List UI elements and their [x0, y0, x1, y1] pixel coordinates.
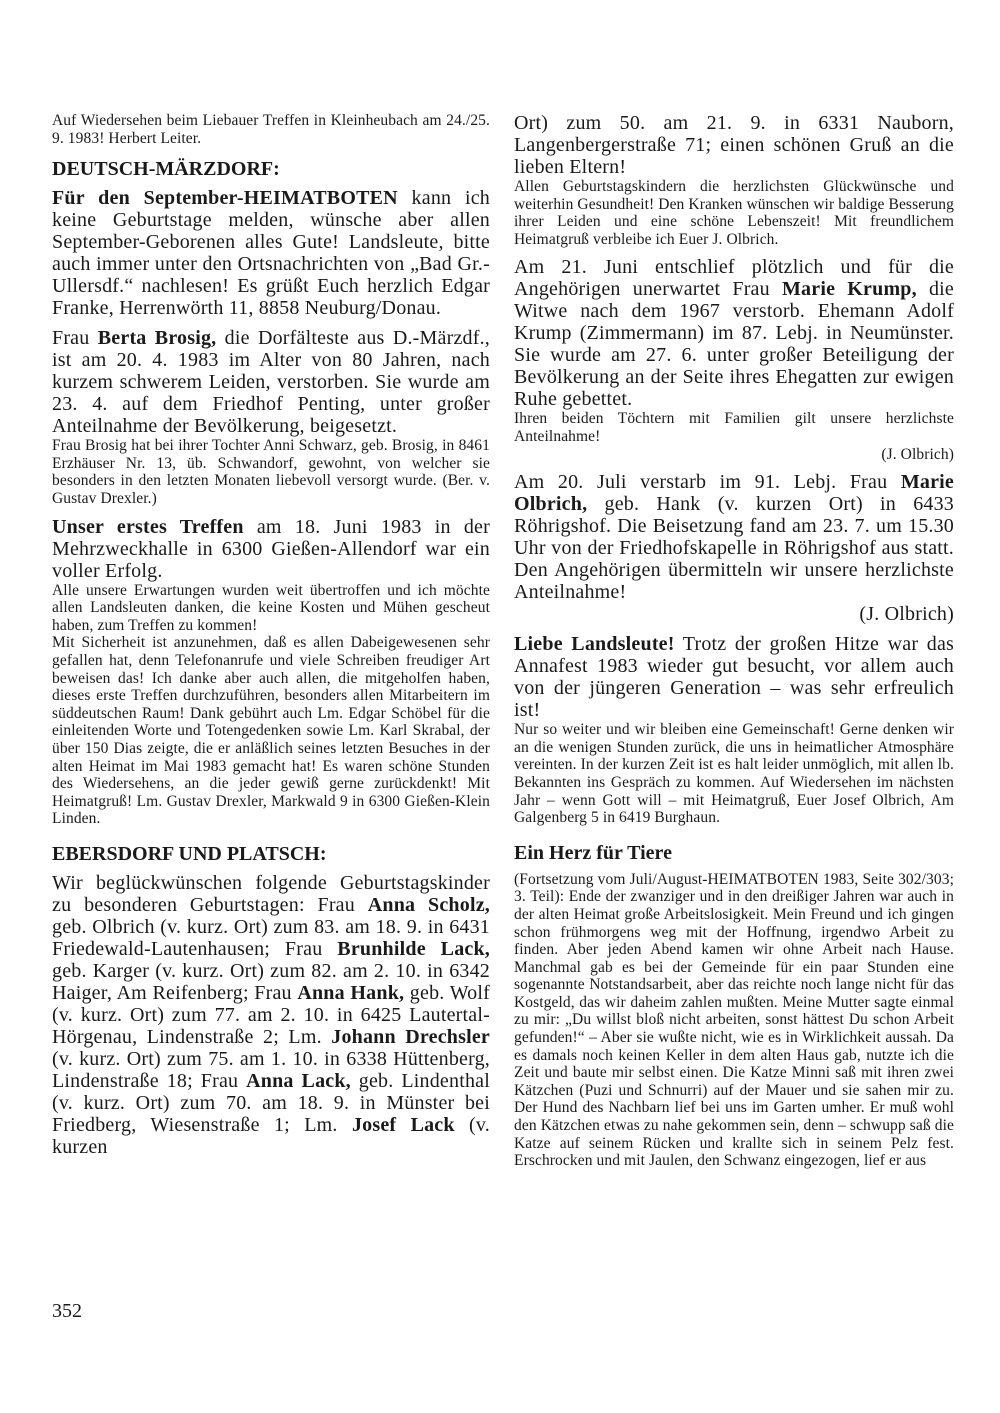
- paragraph: [514, 410, 954, 445]
- text-run: Frau Brosig hat bei ihrer Tochter Anni Schwarz, geb. Brosig, in 8461 Erzhäuser Nr. 13, üb. Schwandorf, gewohnt, von welcher sie besonders in den letzten Monaten liebevoll versorgt wurde. (Ber. v. Gustav Drexler.): [52, 437, 490, 507]
- text-run: die Dorfälteste aus D.-Märzdf., ist am 20. 4. 1983 im Alter von 80 Jahren, nach kurzem schwerem Leiden, verstorben. Sie wurde am 23. 4. auf dem Friedhof Penting, unter großer Anteilnahme der Bevölkerung, beigesetzt.: [52, 327, 490, 438]
- text-run: die Witwe nach dem 1967 verstorb. Ehemann Adolf Krump (Zimmermann) im 87. Lebj. in Neumünster. Sie wurde am 27. 6. unter großer Beteiligung der Bevölkerung an der Seite ihres Ehegatten zur ewigen Ruhe gebettet.: [514, 278, 954, 411]
- section-heading: [52, 157, 490, 181]
- paragraph: [52, 582, 490, 635]
- bold-name-text: Marie Krump,: [781, 278, 917, 301]
- text-run: geb. Olbrich (v. kurz. Ort) zum 83. am 18. 9. in 6431 Friedewald-Lautenhausen; Frau: [52, 915, 490, 960]
- bold-name-text: Anna Lack,: [246, 1069, 351, 1092]
- paragraph: [514, 871, 954, 1170]
- bold-name-text: Anna Hank,: [297, 981, 405, 1004]
- paragraph: [52, 187, 490, 319]
- paragraph: [514, 721, 954, 827]
- paragraph: [514, 112, 954, 178]
- text-run: Auf Wiedersehen beim Liebauer Treffen in Kleinheubach am 24./25. 9. 1983! Herbert Leiter.: [52, 112, 490, 147]
- paragraph: [514, 603, 954, 625]
- text-run: (v. kurz. Ort) zum 75. am 1. 10. in 6338 Hüttenberg, Lindenstraße 18; Frau: [52, 1047, 490, 1092]
- text-run: DEUTSCH-MÄRZDORF:: [52, 158, 280, 181]
- text-run: geb. Karger (v. kurz. Ort) zum 82. am 2. 10. in 6342 Haiger, Am Reifenberg; Frau: [52, 959, 490, 1004]
- right-column: [514, 112, 954, 1170]
- section-heading: [514, 841, 954, 865]
- left-column: [52, 112, 490, 1166]
- bold-name-text: Brunhilde Lack,: [337, 937, 490, 960]
- text-run: (v. kurzen: [52, 1113, 490, 1158]
- text-run: Frau: [52, 327, 98, 350]
- bold-name-text: Unser erstes Treffen: [52, 515, 244, 538]
- text-run: Mit Sicherheit ist anzunehmen, daß es allen Dabeigewesenen sehr gefallen hat, denn Telefonanrufe und viele Schreiben freudiger Art beweisen das! Ich danke aber auch allen, die mitgeholfen haben, dieses erste Treffen durchzuführen, besonders allen Mitarbeitern im süddeutschen Raum! Dank gebührt auch Lm. Edgar Schöbel für die einleitenden Worte und Totengedenken sowie Lm. Karl Skrabal, der über 150 Dias zeigte, die er anläßlich seines letzten Besuches in der alten Heimat im Mai 1983 gemacht hat! Es waren schöne Stunden des Wiedersehens, an die jeder gewiß gerne zurückdenkt! Mit Heimatgruß! Lm. Gustav Drexler, Markwald 9 in 6300 Gießen-Klein Linden.: [52, 634, 490, 828]
- text-run: geb. Hank (v. kurzen Ort) in 6433 Röhrigshof. Die Beisetzung fand am 23. 7. um 15.30 Uhr von der Friedhofskapelle in Röhrigshof aus statt. Den Angehörigen übermitteln wir unsere herzlichste Anteilnahme!: [514, 493, 954, 604]
- text-run: (J. Olbrich): [881, 445, 954, 463]
- text-run: Am 21. Juni entschlief plötzlich und für die Angehörigen unerwartet Frau: [514, 256, 954, 301]
- paragraph: [52, 437, 490, 507]
- text-run: geb. Wolf (v. kurz. Ort) zum 77. am 2. 10. in 6425 Lautertal-Hörgenau, Lindenstraße 2; Lm.: [52, 981, 490, 1048]
- bold-name-text: Liebe Landsleute!: [514, 633, 675, 656]
- paragraph: [52, 327, 490, 437]
- text-run: Ort) zum 50. am 21. 9. in 6331 Nauborn, Langenbergerstraße 71; einen schönen Gruß an die lieben Eltern!: [514, 112, 954, 178]
- text-run: geb. Lindenthal (v. kurz. Ort) zum 70. am 18. 9. in Münster bei Friedberg, Wiesenstraße 1; Lm.: [52, 1069, 490, 1136]
- bold-name-text: Berta Brosig,: [97, 327, 217, 350]
- paragraph: [52, 516, 490, 582]
- paragraph: [514, 178, 954, 248]
- text-run: Alle unsere Erwartungen wurden weit übertroffen und ich möchte allen Landsleuten danken, die keine Kosten und Mühen gescheut haben, zum Treffen zu kommen!: [52, 581, 490, 634]
- text-run: Allen Geburtstagskindern die herzlichsten Glückwünsche und weiterhin Gesundheit! Den Kranken wünschen wir baldige Besserung ihrer Leiden und eine schöne Lebenszeit! Mit freundlichem Heimatgruß verbleibe ich Euer J. Olbrich.: [514, 178, 954, 248]
- text-run: kann ich keine Geburtstage melden, wünsche aber allen September-Geborenen alles Gute! Landsleute, bitte auch immer unter den Ortsnachrichten von „Bad Gr.-Ullersdf.“ nachlesen! Es grüßt Euch herzlich Edgar Franke, Herrenwörth 11, 8858 Neuburg/Donau.: [52, 187, 490, 320]
- paragraph: [514, 446, 954, 464]
- text-run: (J. Olbrich): [859, 603, 954, 626]
- text-run: EBERSDORF UND PLATSCH:: [52, 842, 327, 865]
- paragraph: [52, 634, 490, 828]
- text-run: Am 20. Juli verstarb im 91. Lebj. Frau: [514, 471, 901, 494]
- paragraph: [52, 872, 490, 1158]
- text-run: Ein Herz für Tiere: [514, 841, 672, 864]
- bold-name-text: Marie Olbrich,: [514, 471, 954, 516]
- text-run: Nur so weiter und wir bleiben eine Gemeinschaft! Gerne denken wir an die wenigen Stunden zurück, die uns in heimatlicher Atmosphäre vereinten. In der kurzen Zeit ist es halt leider unmöglich, mit allen lb. Bekannten ins Gespräch zu kommen. Auf Wiedersehen im nächsten Jahr – wenn Gott will – mit Heimatgruß, Euer Josef Olbrich, Am Galgenberg 5 in 6419 Burghaun.: [514, 721, 954, 827]
- text-run: Wir beglückwünschen folgende Geburtstagskinder zu besonderen Geburtstagen: Frau: [52, 871, 490, 916]
- text-run: Ihren beiden Töchtern mit Familien gilt unsere herzlichste Anteilnahme!: [514, 410, 954, 445]
- paragraph: [514, 471, 954, 603]
- paragraph: [514, 633, 954, 721]
- bold-name-text: Johann Drechsler: [331, 1025, 491, 1048]
- page-number: 352: [52, 1300, 82, 1322]
- text-run: (Fortsetzung vom Juli/August-HEIMATBOTEN 1983, Seite 302/303; 3. Teil): Ende der zwanziger und in den dreißiger Jahren war auch in der alten Heimat große Arbeitslosigkeit. Mein Freund und ich gingen schon frühmorgens weg mit der Hoffnung, irgendwo Arbeit zu finden. Aber jeden Abend kamen wir ohne Arbeit nach Hause. Manchmal gab es bei der Gemeinde für ein paar Stunden eine sogenannte Notstandsarbeit, aber das reichte noch lange nicht für das Kostgeld, das wir daheim zahlen mußten. Meine Mutter sagte einmal zu mir: „Du willst bloß nicht arbeiten, sonst hättest Du schon Arbeit gefunden!“ – Aber sie wußte nicht, wie es in Wirklichkeit aussah. Da es damals noch keinen Keller in dem alten Haus gab, nutzte ich die Zeit und baute mir selbst einen. Die Katze Minni saß mit ihren zwei Kätzchen (Puzi und Schnurri) auf der Mauer und sie sahen mir zu. Der Hund des Nachbarn lief bei uns im Garten umher. Er muß wohl den Kätzchen etwas zu nahe gekommen sein, denn – schwupp saß die Katze auf seinem Rücken und krallte sich in seinem Pelz fest. Erschrocken und mit Jaulen, den Schwanz eingezogen, lief er aus: [514, 870, 954, 1170]
- paragraph: [514, 256, 954, 410]
- text-run: am 18. Juni 1983 in der Mehrzweckhalle in 6300 Gießen-Allendorf war ein voller Erfolg.: [52, 515, 490, 582]
- section-heading: [52, 842, 490, 866]
- paragraph: [52, 112, 490, 147]
- bold-name-text: Josef Lack: [351, 1113, 455, 1136]
- text-run: Trotz der großen Hitze war das Annafest 1983 wieder gut besucht, vor allem auch von der jüngeren Generation – was sehr erfreulich ist!: [514, 633, 954, 722]
- bold-name-text: Für den September-HEIMATBOTEN: [52, 187, 398, 210]
- bold-name-text: Anna Scholz,: [367, 893, 490, 916]
